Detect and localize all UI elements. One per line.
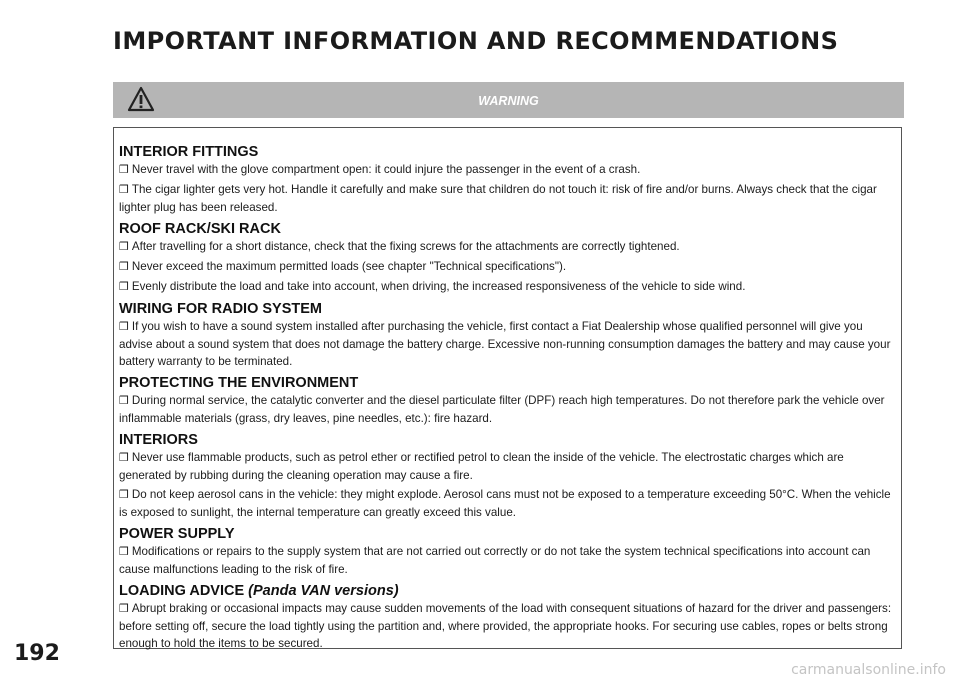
checkbox-bullet-icon: ❒ xyxy=(119,395,129,407)
warning-banner xyxy=(113,82,904,118)
list-item-text: Evenly distribute the load and take into account, when driving, the increased responsiveness of the vehicle to side wind. xyxy=(131,280,746,293)
warning-content-box xyxy=(113,127,902,649)
checkbox-bullet-icon: ❒ xyxy=(119,241,129,253)
list-item-text: Do not keep aerosol cans in the vehicle: they might explode. Aerosol cans must not be exposed to a temperature exceeding 50°C. When the vehicle is exposed to sunlight, the internal temperature can greatly exceed this value. xyxy=(119,488,891,519)
checkbox-bullet-icon: ❒ xyxy=(119,184,129,196)
section-heading xyxy=(119,375,897,391)
warning-label: WARNING xyxy=(478,94,539,108)
section xyxy=(119,144,897,216)
section-subheading: (Panda VAN versions) xyxy=(248,583,399,599)
section-heading-text: POWER SUPPLY xyxy=(119,526,235,542)
list-item-text: After travelling for a short distance, check that the fixing screws for the attachments are correctly tightened. xyxy=(131,240,680,253)
section xyxy=(119,301,897,370)
list-item-text: During normal service, the catalytic converter and the diesel particulate filter (DPF) reach high temperatures. Do not therefore park the vehicle over inflammable materials (grass, dry leaves, pine needles, etc.): fire hazard. xyxy=(119,394,885,425)
checkbox-bullet-icon: ❒ xyxy=(119,489,129,501)
section-heading-text: INTERIORS xyxy=(119,432,198,448)
list-item-text: Never travel with the glove compartment open: it could injure the passenger in the event of a crash. xyxy=(131,163,641,176)
page-number: 192 xyxy=(14,641,60,666)
section-heading xyxy=(119,144,897,160)
list-item xyxy=(119,600,897,652)
list-item xyxy=(119,486,897,521)
list-item-text: Never exceed the maximum permitted loads (see chapter "Technical specifications"). xyxy=(131,260,567,273)
section xyxy=(119,526,897,578)
section-heading-text: WIRING FOR RADIO SYSTEM xyxy=(119,301,322,317)
checkbox-bullet-icon: ❒ xyxy=(119,164,129,176)
section-heading xyxy=(119,301,897,317)
section xyxy=(119,221,897,296)
section-heading-text: ROOF RACK/SKI RACK xyxy=(119,221,281,237)
watermark: carmanualsonline.info xyxy=(791,662,946,678)
section xyxy=(119,583,897,652)
list-item xyxy=(119,181,897,216)
list-item-text: The cigar lighter gets very hot. Handle it carefully and make sure that children do not touch it: risk of fire and/or burns. Always check that the cigar lighter plug has been released. xyxy=(119,183,877,214)
list-item xyxy=(119,258,897,276)
checkbox-bullet-icon: ❒ xyxy=(119,281,129,293)
section xyxy=(119,375,897,427)
section xyxy=(119,432,897,521)
checkbox-bullet-icon: ❒ xyxy=(119,546,129,558)
list-item xyxy=(119,238,897,256)
checkbox-bullet-icon: ❒ xyxy=(119,261,129,273)
section-heading-text: INTERIOR FITTINGS xyxy=(119,144,259,160)
checkbox-bullet-icon: ❒ xyxy=(119,321,129,333)
list-item xyxy=(119,278,897,296)
section-heading xyxy=(119,583,897,599)
list-item-text: If you wish to have a sound system installed after purchasing the vehicle, first contact a Fiat Dealership whose qualified personnel will give you advise about a sound system that does not damage the battery charge. Excessive non-running consumption damages the battery and may cause your battery warranty to be terminated. xyxy=(119,320,891,368)
list-item xyxy=(119,161,897,179)
section-heading xyxy=(119,432,897,448)
section-heading-text: PROTECTING THE ENVIRONMENT xyxy=(119,375,359,391)
section-heading xyxy=(119,526,897,542)
list-item xyxy=(119,392,897,427)
list-item xyxy=(119,449,897,484)
page-title: IMPORTANT INFORMATION AND RECOMMENDATIONS xyxy=(113,27,839,55)
checkbox-bullet-icon: ❒ xyxy=(119,452,129,464)
checkbox-bullet-icon: ❒ xyxy=(119,603,129,615)
section-heading xyxy=(119,221,897,237)
list-item-text: Never use flammable products, such as petrol ether or rectified petrol to clean the inside of the vehicle. The electrostatic charges which are generated by rubbing during the cleaning operation may cause a fire. xyxy=(119,451,844,482)
list-item xyxy=(119,318,897,370)
list-item xyxy=(119,543,897,578)
list-item-text: Modifications or repairs to the supply system that are not carried out correctly or do not take the system technical specifications into account can cause malfunctions leading to the risk of fire. xyxy=(119,545,871,576)
list-item-text: Abrupt braking or occasional impacts may cause sudden movements of the load with consequent situations of hazard for the driver and passengers: before setting off, secure the load tightly using the partition and, where provided, the appropriate hooks. For securing use cables, ropes or belts strong enough to hold the items to be secured. xyxy=(119,602,892,650)
section-heading-text: LOADING ADVICE xyxy=(119,583,245,599)
